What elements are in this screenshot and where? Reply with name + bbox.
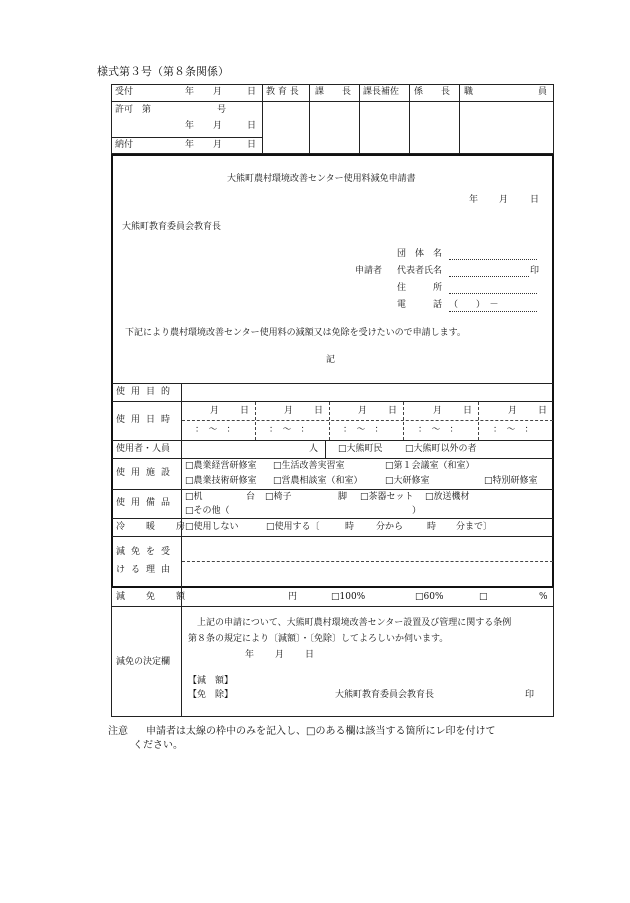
uketsuke-month: 月 — [213, 87, 223, 97]
nofu-month: 月 — [213, 140, 223, 150]
nofu-year: 年 — [185, 140, 195, 150]
slot3-day: 日 — [388, 406, 398, 416]
applicant-label: 申請者 — [355, 266, 383, 276]
equip-desk-unit: 台 — [246, 492, 256, 502]
rep-seal: 印 — [530, 266, 540, 276]
amount-pct: % — [539, 592, 548, 602]
facility-5[interactable]: □営農相談室（和室） — [273, 476, 363, 486]
facility-3[interactable]: □第１会議室（和室） — [385, 461, 475, 471]
slot4-month: 月 — [433, 406, 443, 416]
decision-month: 月 — [275, 650, 285, 660]
address-field[interactable] — [449, 293, 537, 294]
amount-100[interactable]: □100% — [331, 592, 366, 602]
row-datetime: 使用日時 — [116, 415, 177, 425]
uketsuke-label: 受付 — [115, 87, 134, 97]
slot4-time: ： ～ ： — [418, 425, 459, 435]
row-decision: 減免の決定欄 — [116, 657, 171, 667]
uketsuke-year: 年 — [185, 87, 195, 97]
reason-field[interactable] — [182, 537, 552, 586]
slot2-day: 日 — [314, 406, 324, 416]
slot5-time: ： ～ ： — [493, 425, 534, 435]
decision-menjo: 【免 除】 — [188, 690, 234, 700]
amount-60[interactable]: □60% — [415, 592, 444, 602]
slot2-time: ： ～ ： — [269, 425, 310, 435]
kyoka-day: 日 — [247, 121, 257, 131]
equip-other[interactable]: □その他（ — [185, 506, 230, 516]
decision-line2: 第８条の規定により〔減額〕・〔免除〕してよろしいか伺います。 — [188, 634, 449, 644]
facility-1[interactable]: □農業経営研修室 — [185, 461, 257, 471]
aircon-hour2: 時 — [427, 522, 437, 532]
aircon-hour1: 時 — [345, 522, 355, 532]
decision-seal: 印 — [525, 690, 535, 700]
equip-broadcast[interactable]: □放送機材 — [425, 492, 470, 502]
ki-label: 記 — [326, 355, 336, 365]
phone-label: 電 話 — [397, 300, 443, 310]
row-aircon: 冷 暖 房 — [116, 522, 192, 532]
aircon-yes[interactable]: □使用する〔 — [266, 522, 320, 532]
row-facility: 使用施設 — [116, 468, 177, 478]
note-line1: 申請者は太線の枠中のみを記入し、□のある欄は該当する箇所にレ印を付けて — [146, 726, 496, 737]
kyoka-month: 月 — [213, 121, 223, 131]
aircon-from: 分から — [376, 522, 404, 532]
decision-signer: 大熊町教育委員会教育長 — [335, 690, 435, 700]
kyoka-year: 年 — [185, 121, 195, 131]
col-kakaricho: 係 長 — [414, 87, 451, 97]
col-kacho: 課 長 — [315, 87, 352, 97]
facility-7[interactable]: □特別研修室 — [484, 476, 538, 486]
uketsuke-day: 日 — [247, 87, 257, 97]
rep-label: 代表者氏名 — [397, 266, 443, 276]
slot3-month: 月 — [358, 406, 368, 416]
nofu-label: 納付 — [115, 140, 134, 150]
slot5-day: 日 — [538, 406, 548, 416]
decision-day: 日 — [305, 650, 315, 660]
slot3-time: ： ～ ： — [343, 425, 384, 435]
date-month: 月 — [499, 195, 509, 205]
slot1-month: 月 — [210, 406, 220, 416]
facility-2[interactable]: □生活改善実習室 — [273, 461, 345, 471]
aircon-until: 分まで〕 — [456, 522, 493, 532]
row-reason-1: 減免を受 — [116, 547, 177, 557]
decision-year: 年 — [245, 650, 255, 660]
kyoka-go: 号 — [217, 105, 227, 115]
address-label: 住 所 — [397, 283, 443, 293]
row-equipment: 使用備品 — [116, 498, 177, 508]
equip-other-close: ） — [412, 506, 422, 516]
addressee: 大熊町教育委員会教育長 — [122, 222, 222, 232]
slot1-time: ： ～ ： — [195, 425, 236, 435]
col-kyoikucho: 教 育 長 — [266, 87, 299, 97]
amount-custom[interactable]: □ — [479, 592, 488, 602]
user-unit: 人 — [309, 444, 319, 454]
col-in: 員 — [538, 87, 548, 97]
equip-chair[interactable]: □椅子 — [265, 492, 292, 502]
row-amount: 減 免 額 — [116, 592, 192, 602]
col-kachohosa: 課長補佐 — [363, 87, 400, 97]
col-shoku: 職 — [464, 87, 474, 97]
statement: 下記により農村環境改善センター使用料の減額又は免除を受けたいので申請します。 — [125, 328, 466, 338]
phone-field[interactable] — [449, 311, 537, 312]
purpose-field[interactable] — [182, 384, 552, 401]
equip-desk[interactable]: □机 — [185, 492, 203, 502]
facility-4[interactable]: □農業技術研修室 — [185, 476, 257, 486]
amount-yen: 円 — [288, 592, 298, 602]
note-label: 注意 — [108, 726, 128, 737]
date-day: 日 — [530, 195, 540, 205]
equip-tea[interactable]: □茶器セット — [360, 492, 414, 502]
equip-chair-unit: 脚 — [338, 492, 348, 502]
date-year: 年 — [469, 195, 479, 205]
decision-genga: 【減 額】 — [188, 676, 234, 686]
group-label: 団 体 名 — [397, 249, 443, 259]
opt-resident[interactable]: □大熊町民 — [338, 444, 383, 454]
kyoka-label: 許可 第 — [115, 105, 152, 115]
slot4-day: 日 — [463, 406, 473, 416]
phone-format: （ ） － — [449, 300, 499, 310]
group-field[interactable] — [449, 259, 537, 260]
nofu-day: 日 — [247, 140, 257, 150]
row-reason-2: ける理由 — [116, 565, 177, 575]
note-line2: ください。 — [133, 740, 183, 751]
form-label: 様式第３号（第８条関係） — [97, 65, 229, 78]
opt-other[interactable]: □大熊町以外の者 — [405, 444, 477, 454]
slot2-month: 月 — [284, 406, 294, 416]
form-title: 大熊町農村環境改善センター使用料減免申請書 — [227, 174, 416, 184]
decision-line1: 上記の申請について、大熊町農村環境改善センター設置及び管理に関する条例 — [197, 618, 512, 628]
row-purpose: 使用目的 — [116, 387, 177, 397]
slot5-month: 月 — [508, 406, 518, 416]
rep-field[interactable] — [449, 276, 529, 277]
facility-6[interactable]: □大研修室 — [385, 476, 430, 486]
aircon-no[interactable]: □使用しない — [185, 522, 239, 532]
row-user-count: 使用者・人員 — [116, 444, 171, 454]
slot1-day: 日 — [240, 406, 250, 416]
